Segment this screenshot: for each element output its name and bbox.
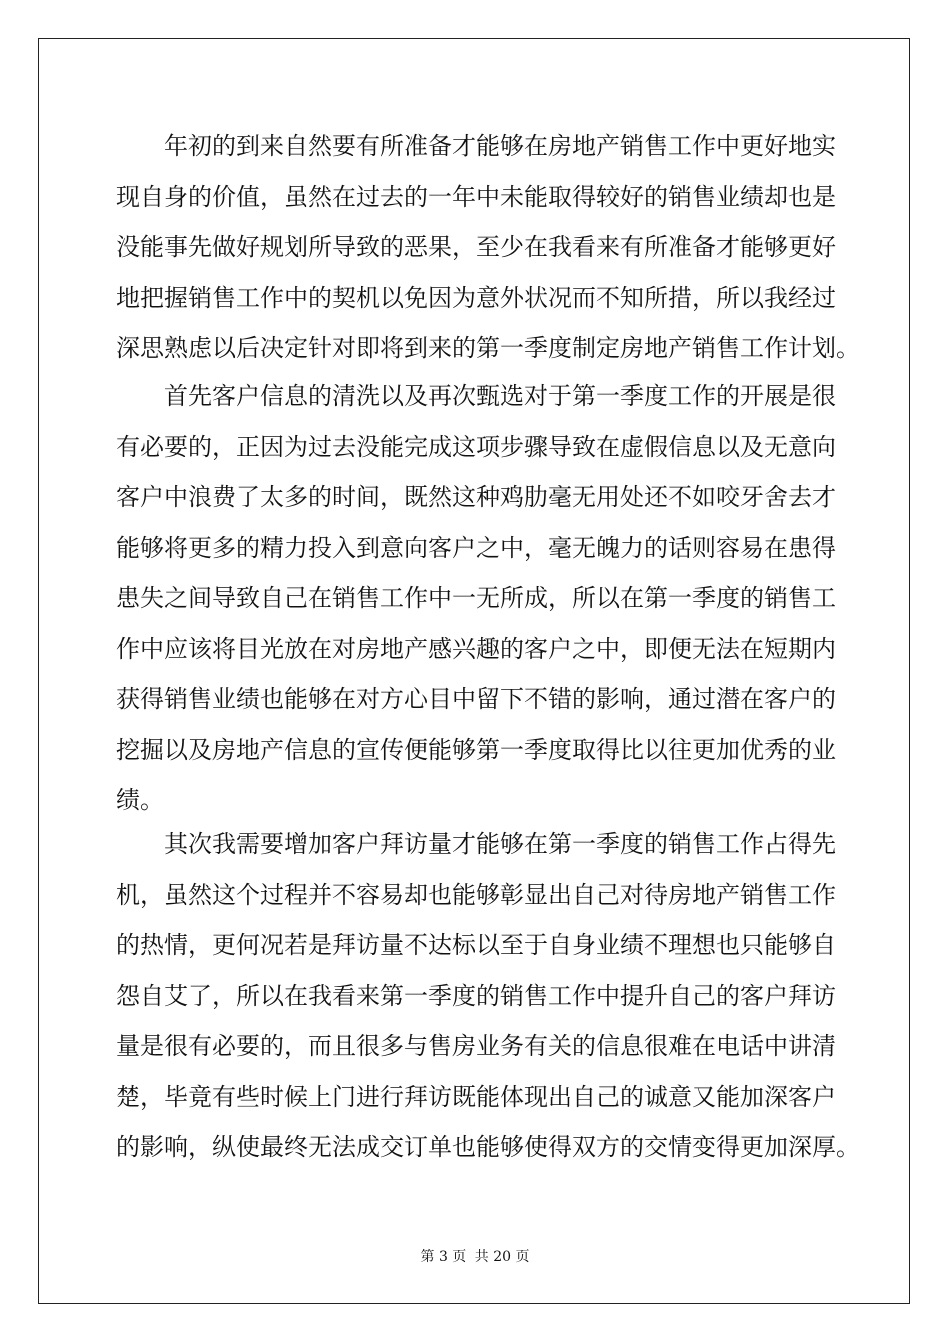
paragraph-line: 深思熟虑以后决定针对即将到来的第一季度制定房地产销售工作计划。: [116, 334, 860, 362]
paragraph-line: 年初的到来自然要有所准备才能够在房地产销售工作中更好地实: [164, 132, 836, 160]
page-footer: [0, 1246, 950, 1266]
paragraph-line: 患失之间导致自己在销售工作中一无所成，所以在第一季度的销售工: [116, 584, 836, 612]
paragraph-line: 现自身的价值，虽然在过去的一年中未能取得较好的销售业绩却也是: [116, 182, 836, 211]
page-total: 共 20 页: [474, 1249, 530, 1265]
paragraph-line: 绩。: [116, 786, 164, 814]
paragraph-line: 怨自艾了，所以在我看来第一季度的销售工作中提升自己的客户拜访: [116, 981, 836, 1010]
paragraph-line: 机，虽然这个过程并不容易却也能够彰显出自己对待房地产销售工作: [116, 880, 836, 909]
paragraph-line: 挖掘以及房地产信息的宣传便能够第一季度取得比以往更加优秀的业: [116, 735, 836, 764]
paragraph-line: 的影响，纵使最终无法成交订单也能够使得双方的交情变得更加深厚。: [116, 1133, 860, 1161]
paragraph-line: 的热情，更何况若是拜访量不达标以至于自身业绩不理想也只能够自: [116, 931, 836, 959]
paragraph-line: 楚，毕竟有些时候上门进行拜访既能体现出自己的诚意又能加深客户: [116, 1082, 836, 1111]
page-number: 第 3 页: [420, 1249, 467, 1265]
paragraph-line: 能够将更多的精力投入到意向客户之中，毫无魄力的话则容易在患得: [116, 533, 836, 562]
paragraph-line: 有必要的，正因为过去没能完成这项步骤导致在虚假信息以及无意向: [116, 432, 836, 461]
paragraph-line: 量是很有必要的，而且很多与售房业务有关的信息很难在电话中讲清: [116, 1032, 836, 1060]
paragraph-line: 作中应该将目光放在对房地产感兴趣的客户之中，即便无法在短期内: [116, 634, 836, 663]
paragraph-line: 其次我需要增加客户拜访量才能够在第一季度的销售工作占得先: [164, 830, 836, 858]
paragraph-line: 地把握销售工作中的契机以免因为意外状况而不知所措，所以我经过: [116, 283, 836, 312]
paragraph-line: 客户中浪费了太多的时间，既然这种鸡肋毫无用处还不如咬牙舍去才: [116, 483, 836, 511]
paragraph-line: 没能事先做好规划所导致的恶果，至少在我看来有所准备才能够更好: [116, 233, 836, 261]
paragraph-line: 获得销售业绩也能够在对方心目中留下不错的影响，通过潜在客户的: [116, 685, 836, 713]
paragraph-line: 首先客户信息的清洗以及再次甄选对于第一季度工作的开展是很: [164, 382, 836, 410]
